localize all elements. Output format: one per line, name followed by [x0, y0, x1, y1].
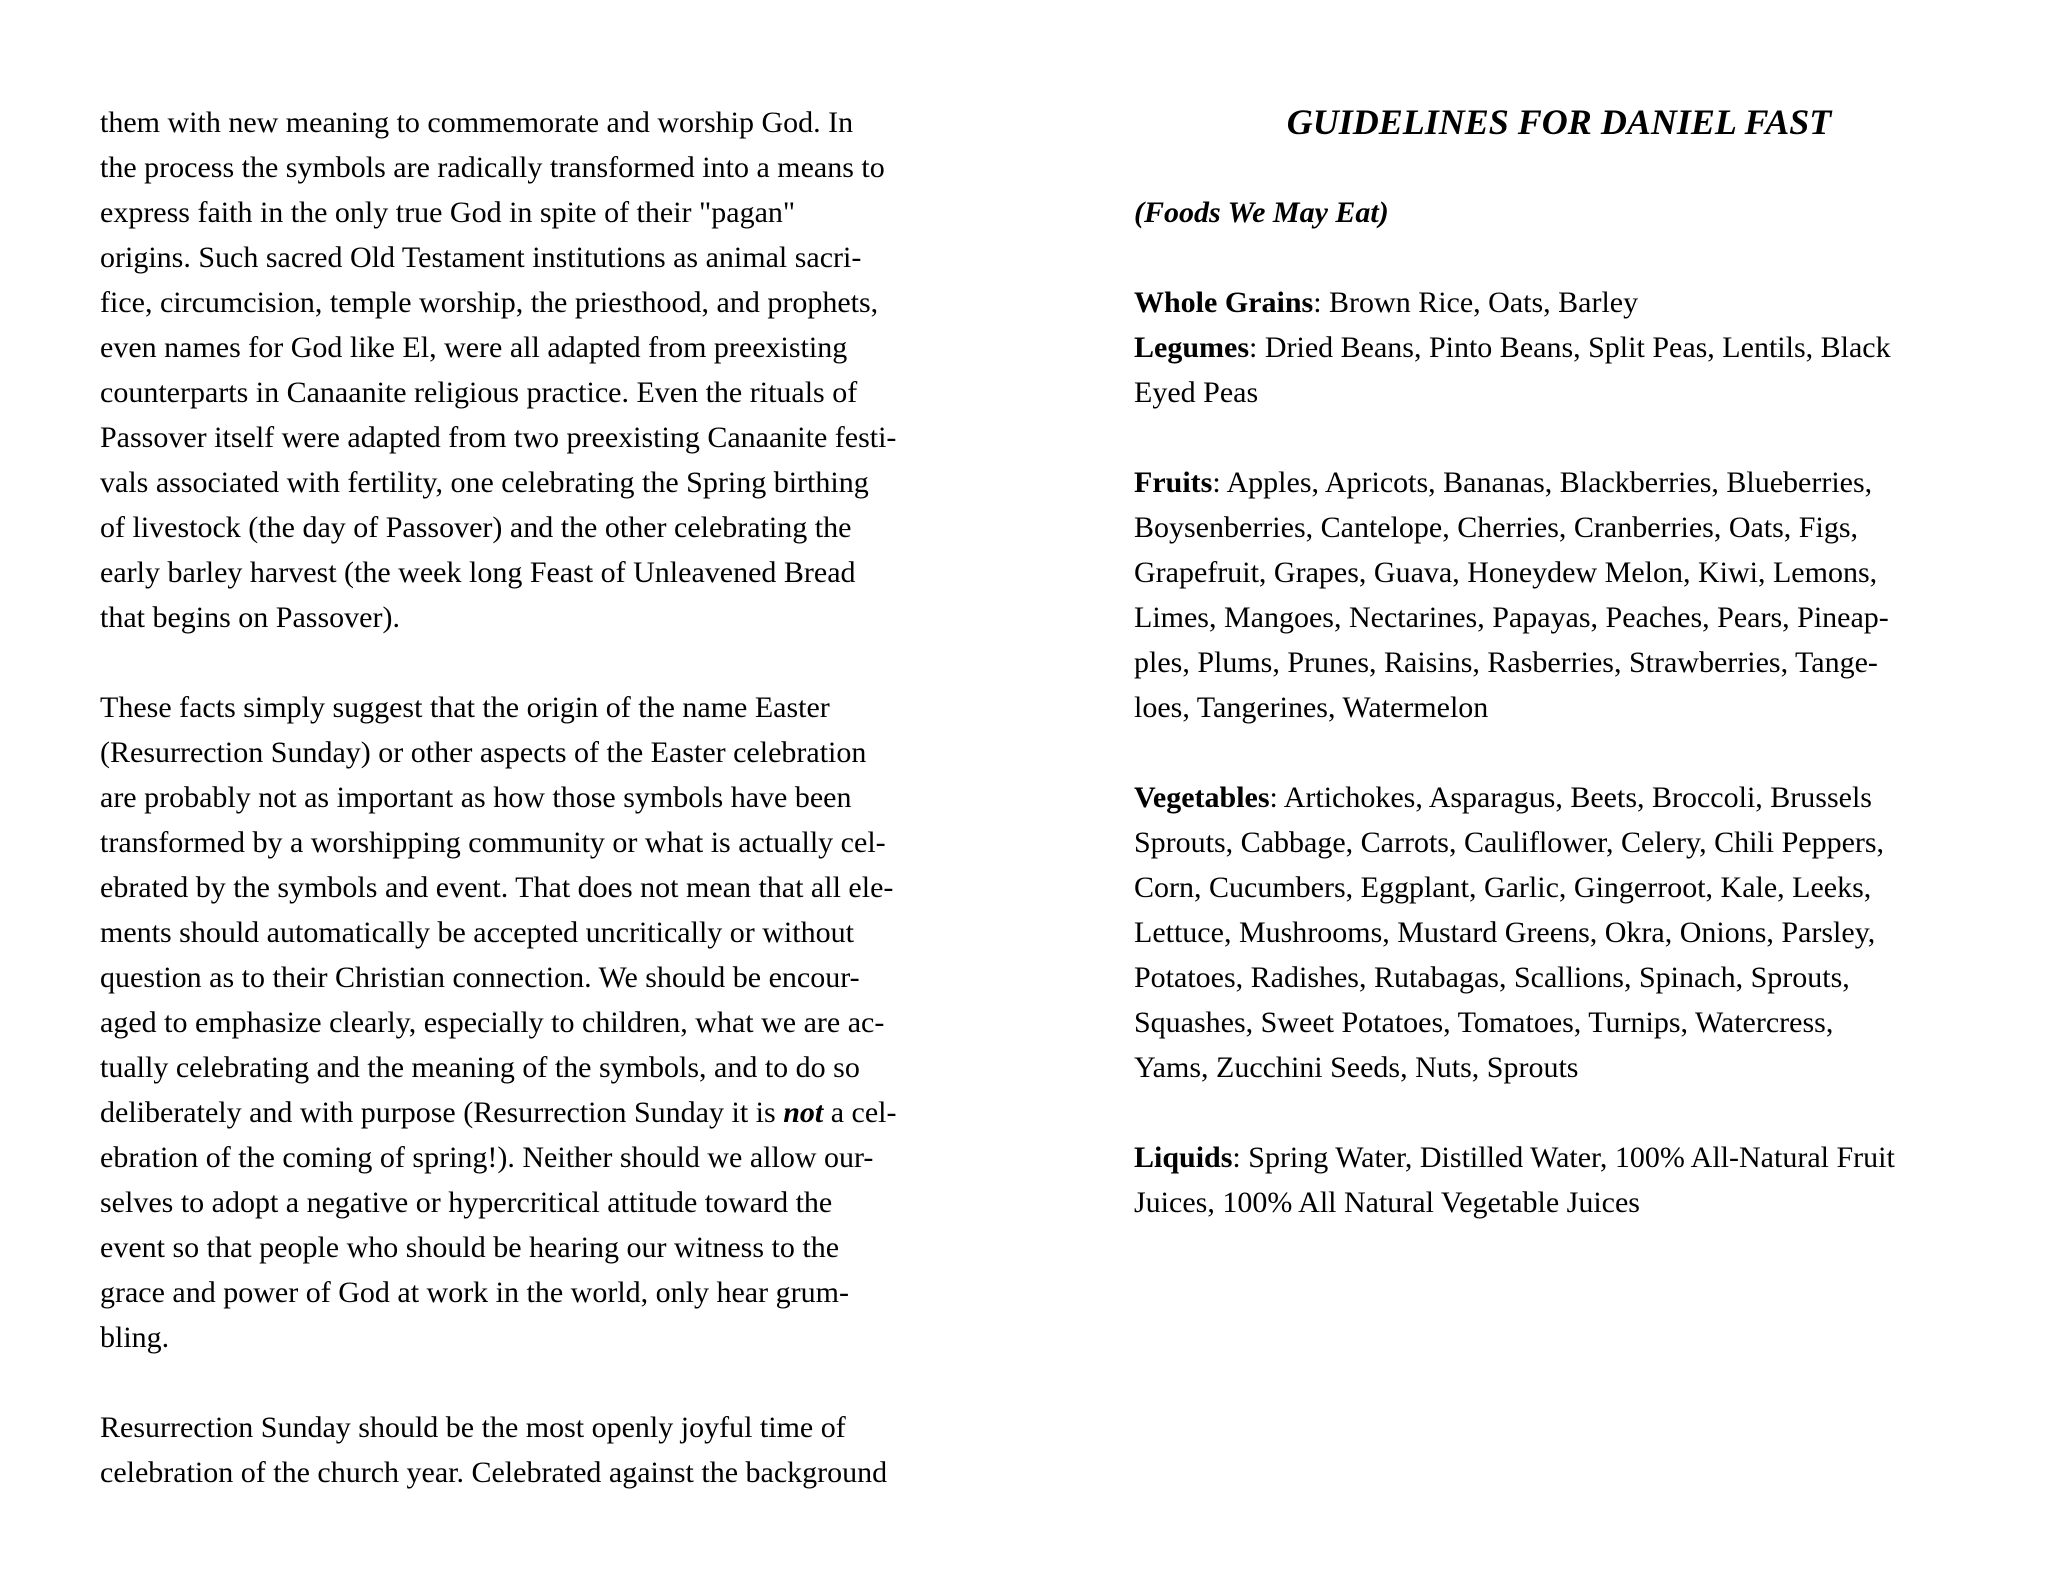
fruits-section — [1134, 460, 1964, 730]
text-line: the process the symbols are radically transformed into a means to — [100, 151, 885, 184]
vegetables-section — [1134, 775, 1964, 1090]
whole-grains-section — [1134, 280, 1964, 325]
text-line: tually celebrating and the meaning of the symbols, and to do so — [100, 1051, 860, 1084]
text-line: Eyed Peas — [1134, 376, 1259, 409]
text-line: them with new meaning to commemorate and worship God. In — [100, 106, 854, 139]
text-line: even names for God like El, were all adapted from preexisting — [100, 331, 848, 364]
text-line: Juices, 100% All Natural Vegetable Juices — [1134, 1186, 1640, 1219]
text-line: loes, Tangerines, Watermelon — [1134, 691, 1489, 724]
section-gap — [1134, 415, 1964, 460]
text-line — [1134, 280, 1964, 325]
right-text-column — [1134, 100, 1964, 1225]
text-line: are probably not as important as how those symbols have been — [100, 781, 852, 814]
text-line: ments should automatically be accepted uncritically or without — [100, 916, 854, 949]
section-gap — [1134, 145, 1964, 190]
text-line: ples, Plums, Prunes, Raisins, Rasberries, Strawberries, Tange- — [1134, 646, 1878, 679]
text-line: Grapefruit, Grapes, Guava, Honeydew Melon, Kiwi, Lemons, — [1134, 556, 1878, 589]
text-line — [1134, 460, 1964, 505]
text-line: origins. Such sacred Old Testament institutions as animal sacri- — [100, 241, 862, 274]
text-line: aged to emphasize clearly, especially to children, what we are ac- — [100, 1006, 885, 1039]
text-line: bling. — [100, 1321, 170, 1354]
text-line-with-emphasis — [100, 1090, 960, 1135]
text-line: Yams, Zucchini Seeds, Nuts, Sprouts — [1134, 1051, 1579, 1084]
page-title: GUIDELINES FOR DANIEL FAST — [1286, 102, 1832, 142]
text-line: selves to adopt a negative or hypercritical attitude toward the — [100, 1186, 833, 1219]
paragraph-gap — [100, 1360, 960, 1405]
category-label: Vegetables — [1134, 781, 1270, 814]
text-line: Potatoes, Radishes, Rutabagas, Scallions, Spinach, Sprouts, — [1134, 961, 1850, 994]
text-line — [1134, 325, 1964, 370]
text-line: transformed by a worshipping community or what is actually cel- — [100, 826, 886, 859]
text-line: early barley harvest (the week long Feast of Unleavened Bread — [100, 556, 856, 589]
text-line: These facts simply suggest that the origin of the name Easter — [100, 691, 830, 724]
text-segment: a cel- — [823, 1096, 897, 1129]
text-line: Lettuce, Mushrooms, Mustard Greens, Okra, Onions, Parsley, — [1134, 916, 1876, 949]
liquids-section — [1134, 1135, 1964, 1225]
section-gap — [1134, 730, 1964, 775]
category-label: Fruits — [1134, 466, 1213, 499]
category-label: Liquids — [1134, 1141, 1233, 1174]
text-line: Squashes, Sweet Potatoes, Tomatoes, Turnips, Watercress, — [1134, 1006, 1834, 1039]
text-line: Resurrection Sunday should be the most openly joyful time of — [100, 1411, 846, 1444]
text-line: celebration of the church year. Celebrated against the background — [100, 1456, 888, 1489]
legumes-section — [1134, 325, 1964, 415]
left-text-column — [100, 100, 960, 1495]
text-line: question as to their Christian connection. We should be encour- — [100, 961, 860, 994]
text-line — [1134, 775, 1964, 820]
category-label: Legumes — [1134, 331, 1249, 364]
paragraph-3 — [100, 1405, 960, 1495]
section-gap — [1134, 1090, 1964, 1135]
text-line: counterparts in Canaanite religious practice. Even the rituals of — [100, 376, 858, 409]
category-items: : Dried Beans, Pinto Beans, Split Peas, Lentils, Black — [1249, 331, 1891, 364]
section-gap — [1134, 235, 1964, 280]
text-line: Passover itself were adapted from two preexisting Canaanite festi- — [100, 421, 897, 454]
text-line: fice, circumcision, temple worship, the priesthood, and prophets, — [100, 286, 879, 319]
page-subtitle: (Foods We May Eat) — [1134, 196, 1389, 229]
text-line: (Resurrection Sunday) or other aspects of the Easter celebration — [100, 736, 867, 769]
text-line: of livestock (the day of Passover) and the other celebrating the — [100, 511, 852, 544]
paragraph-1 — [100, 100, 960, 640]
text-line: ebration of the coming of spring!). Neither should we allow our- — [100, 1141, 874, 1174]
text-line: grace and power of God at work in the world, only hear grum- — [100, 1276, 849, 1309]
text-segment: deliberately and with purpose (Resurrection Sunday it is — [100, 1096, 784, 1129]
text-line: Corn, Cucumbers, Eggplant, Garlic, Gingerroot, Kale, Leeks, — [1134, 871, 1872, 904]
paragraph-gap — [100, 640, 960, 685]
text-line: that begins on Passover). — [100, 601, 400, 634]
text-line: ebrated by the symbols and event. That does not mean that all ele- — [100, 871, 894, 904]
right-page — [1024, 0, 2048, 1582]
text-line: vals associated with fertility, one celebrating the Spring birthing — [100, 466, 869, 499]
text-line: express faith in the only true God in spite of their "pagan" — [100, 196, 796, 229]
emphasized-word: not — [783, 1096, 824, 1129]
paragraph-2 — [100, 685, 960, 1360]
category-label: Whole Grains — [1134, 286, 1314, 319]
text-line — [1134, 1135, 1964, 1180]
text-line: Boysenberries, Cantelope, Cherries, Cranberries, Oats, Figs, — [1134, 511, 1858, 544]
category-items: : Artichokes, Asparagus, Beets, Broccoli, Brussels — [1269, 781, 1872, 814]
text-line: event so that people who should be hearing our witness to the — [100, 1231, 840, 1264]
category-items: : Spring Water, Distilled Water, 100% All-Natural Fruit — [1232, 1141, 1895, 1174]
category-items: : Apples, Apricots, Bananas, Blackberries, Blueberries, — [1212, 466, 1873, 499]
text-line: Sprouts, Cabbage, Carrots, Cauliflower, Celery, Chili Peppers, — [1134, 826, 1885, 859]
text-line: Limes, Mangoes, Nectarines, Papayas, Peaches, Pears, Pineap- — [1134, 601, 1889, 634]
category-items: : Brown Rice, Oats, Barley — [1313, 286, 1639, 319]
